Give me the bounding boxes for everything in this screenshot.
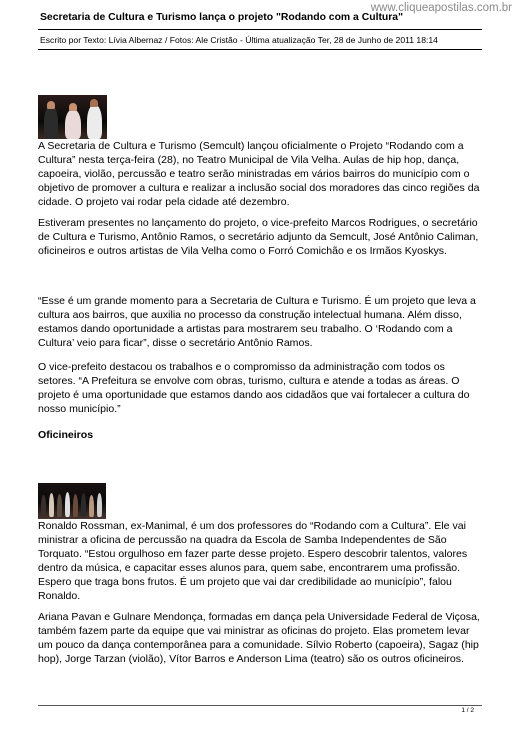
photo-figure [69, 103, 77, 111]
page-number: 1 / 2 [461, 707, 474, 714]
photo-figure [81, 493, 86, 517]
photo-figure [47, 101, 55, 109]
section-heading-oficineiros: Oficineiros [38, 429, 94, 441]
watermark: www.cliqueapostilas.com.br [370, 2, 512, 14]
footer-divider [38, 705, 482, 706]
event-photo-officials [38, 95, 107, 139]
paragraph-ronaldo: Ronaldo Rossman, ex-Manimal, é um dos professores do “Rodando com a Cultura”. Ele vai ministrar a oficina de percussão na quadra da Escola de Samba Independentes de São Torquato. “Estou orgulhoso em fazer parte desse projeto. Espero descobrir talentos, valores dentro da música, e capacitar esses alunos para, quem sabe, encontrarem uma profissão. Espero que traga bons frutos. É um projeto que vai dar credibilidade ao município”, falou Ronaldo. [38, 520, 468, 602]
paragraph-attendees: Estiveram presentes no lançamento do projeto, o vice-prefeito Marcos Rodrigues, o secretário de Cultura e Turismo, Antônio Ramos, o secretário adjunto da Semcult, José Antônio Caliman, oficineiros e outros artistas de Vila Velha como o Forró Comichão e os Irmãos Kyoskys. [38, 217, 479, 257]
photo-figure [57, 494, 62, 517]
photo-figure [89, 495, 94, 517]
photo-figure [97, 493, 102, 517]
photo-figure [65, 492, 70, 517]
photo-figure [65, 109, 81, 139]
photo-figure [90, 99, 98, 107]
paragraph-intro: A Secretaria de Cultura e Turismo (Semcult) lançou oficialmente o Projeto “Rodando com a Cultura” nesta terça-feira (28), no Teatro Municipal de Vila Velha. Aulas de hip hop, dança, capoeira, violão, percussão e teatro serão ministradas em vários bairros do município com o objetivo de promover a cultura e realizar a inclusão social dos moradores das cinco regiões da cidade. O projeto vai rodar pela cidade até dezembro. [38, 140, 480, 208]
photo-figure [49, 493, 54, 517]
photo-figure [87, 104, 102, 139]
article-title: Secretaria de Cultura e Turismo lança o projeto "Rodando com a Cultura" [40, 12, 404, 23]
paragraph-quote-secretary: “Esse é um grande momento para a Secretaria de Cultura e Turismo. É um projeto que leva a cultura aos bairros, que auxilia no processo da construção intelectual humana. Além disso, estamos dando oportunidade a artistas para mostrarem seu trabalho. O ‘Rodando com a Cultura’ veio para ficar”, disse o secretário Antônio Ramos. [38, 295, 476, 349]
byline: Escrito por Texto: Lívia Albernaz / Fotos: Ale Cristão - Última atualização Ter, 28 de Junho de 2011 18:14 [40, 35, 438, 45]
paragraph-vice-mayor: O vice-prefeito destacou os trabalhos e o compromisso da administração com todos os setores. “A Prefeitura se envolve com obras, turismo, cultura e atende a todas as áreas. O projeto é uma oportunidade que estamos dando aos cidadãos que vai fortalecer a cultura do nosso município.” [38, 361, 470, 415]
photo-figure [44, 105, 58, 139]
photo-figure [41, 495, 46, 517]
photo-figure [73, 494, 78, 517]
title-divider [38, 29, 482, 30]
event-photo-stage [38, 483, 106, 519]
paragraph-instructors: Ariana Pavan e Gulnare Mendonça, formadas em dança pela Universidade Federal de Viçosa, também fazem parte da equipe que vai ministrar as oficinas do projeto. Elas prometem levar um pouco da dança contemporânea para a comunidade. Sílvio Roberto (capoeira), Sagaz (hip hop), Jorge Tarzan (violão), Vítor Barros e Anderson Lima (teatro) são os outros oficineiros. [38, 611, 480, 665]
byline-divider [38, 49, 482, 50]
